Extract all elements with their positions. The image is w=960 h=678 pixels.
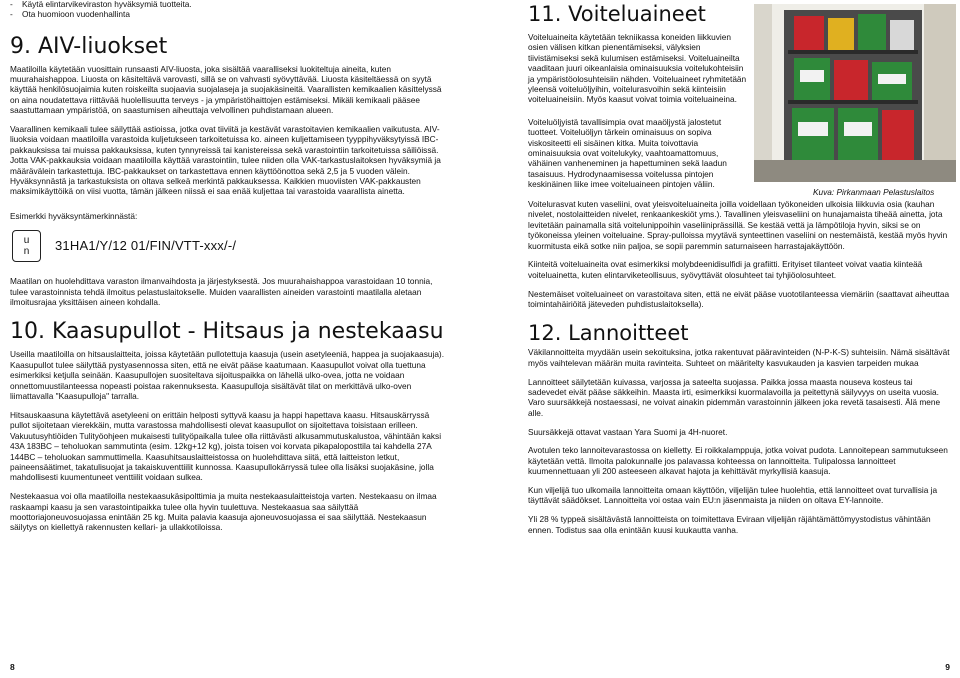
page-number: 8 [10,662,15,672]
section-9-paragraph: Vaarallinen kemikaali tulee säilyttää astioissa, jotka ovat tiiviitä ja kestävät varastoitavien kemikaalien vaikutusta. AIV-liuoksia voidaan maatiloilla varastoida kuljetukseen tarkoitetuissa ko. aineen kuljettamiseen tyyppihyväksytyissä IBC-pakkauksissa tai muissa pakkauksissa, kuten tynnyreissä tai kanistereissa sekä varastointiin tarkoitetuissa säiliöissä. Jotta VAK-pakkauksia voidaan maatiloilla käyttää varastointiin, tulee niiden olla VAK-tarkastuslaitoksen hyväksymiä ja määrävälein tarkastettuja. IBC-pakkaukset on tarkastettava ennen käyttöönottoa sekä 2,5 ja 5 vuoden välein. Hyväksynnästä ja tarkastuksista on oltava selkeä merkintä pakkauksessa. Kaikkien muoviisten VAK-pakkausten maksimikäyttöikä on viisi vuotta, tämän jälkeen niissä ei saa enää kuljettaa tai varastoida vaarallista ainetta. [10,124,441,197]
right-narrow-column [528,32,750,198]
approval-code: 31HA1/Y/12 01/FIN/VTT-xxx/-/ [55,238,237,254]
section-12-heading: 12. Lannoitteet [528,321,689,346]
section-11-paragraph: Voiteluaineita käytetään tekniikassa koneiden liikkuvien osien välisen kitkan pienentämiseksi, välyksien tiivistämiseksi sekä kulumisen estämiseksi. Voiteluaineilta vaaditaan juuri oikeanlaisia ominaisuuksia voitelukohteisiin ja ympäristöolosuhteisiin nähden. Voiteluaineet ryhmitetään yleensä voiteluöljyihin, voitelurasvoihin sekä kiinteisiin voiteluaineisiin. Myös kaasut voivat toimia voiteluaineina. [528,32,747,105]
right-wide-column [528,199,952,543]
bullet-item: - Ota huomioon vuodenhallinta [10,10,448,20]
left-page [0,0,460,678]
section-9-paragraph: Maatiloilla käytetään vuosittain runsaasti AIV-liuosta, joka sisältää vaaralliseksi luokiteltuja aineita, kuten muurahaishappoa. Liuosta on käsiteltävä varovasti, sillä se on vahvasti syövyttävää. Liuosta käsiteltäessä on syytä käyttää henkilösuojaimia kuten roiskeilta suojaavia suojalaseja ja suojakäsineitä. Vaarallisten kemikaalien käsittelyssä on aina noudatettava riittävää huolellisuutta terveys - ja ympäristöhaittojen estämiseksi. Mikäli kemikaali pääsee saastuttamaan ympäristöä, on saastumisen aiheuttaja velvollinen puhdistamaan alueen. [10,63,442,116]
lubricant-storage-photo [754,4,956,182]
section-12-paragraph: Lannoitteet säilytetään kuivassa, varjossa ja sateelta suojassa. Paikka jossa maasta nouseva kosteus tai sadevedet eivät pääse säkkeihin. Maasta irti, esimerkiksi kuormalavoilla ja peitettynä säilyvyys on useita vuosia. Varo suursäkkejä nostaessasi, ne voivat ainakin pidemmän varastoinnin jälkeen joka revetä tasaisesti. Älä mene alle. [528,376,941,418]
section-11-paragraph: Kiinteitä voiteluaineita ovat esimerkiksi molybdeenidisulfidi ja grafiitti. Erityiset tilanteet voivat vaatia kiinteää voiteluainetta, kuten elintarviketeollisuus, syövyttävät olosuhteet tai tyhjiöolosuhteet. [528,259,923,280]
section-10-paragraph: Useilla maatiloilla on hitsauslaitteita, joissa käytetään pullotettuja kaasuja (usein asetyleeniä, happea ja suojakaasuja). Kaasupullot tulee säilyttää pystyasennossa siten, että ne eivät pääse kaatumaan. Kaasupullot voivat olla tuettuna esimerkiksi ketjulla seinään. Kaasupullojen suositeltava sijoituspaikka on lähellä ulko-ovea, jotta ne voidaan onnettomuustilanteessa nopeasti poistaa rakennuksesta. Kaasupulloja sisältävät tilat on merkittävä ulko-oven liimattavalla "Kaasupulloja" tarralla. [10,349,445,402]
section-12-paragraph: Yli 28 % typpeä sisältävästä lannoitteista on toimitettava Eviraan viljelijän räjähtämättömyystodistus vähintään ennen. Todistus saa olla enintään kuusi kuukautta vanha. [528,514,931,535]
section-11-paragraph: Voiteluöljyistä tavallisimpia ovat maaöljystä jalostetut tuotteet. Voiteluöljyn tärkein ominaisuus on sopiva viskositeetti eli sisäinen kitka. Muita toivottavia ominaisuuksia ovat voitelukyky, vaahtoamattomuus, vähäinen vanheneminen ja hapettuminen sekä laadun tasaisuus. Hydrodynaamisessa voitelussa pintojen keskinäinen liike imee voiteluaineen pintojen väliin. [528,116,727,190]
un-symbol-top: u [23,235,30,247]
approval-marking [12,230,448,262]
un-symbol-bottom: n [23,246,30,258]
right-page [480,0,960,678]
section-11-heading: 11. Voiteluaineet [528,2,706,26]
section-12-paragraph: Avotulen teko lannoitevarastossa on kielletty. Ei roikkalamppuja, jotka voivat pudota. Lannoitepean sammutukseen käytetään vettä. Ilmoita palokunnalle jos palavassa kohteessa on lannoitteita. Tulipalossa lannoitteet kuumennettuaan yli 200 asteeseen alkavat hajota ja kehittävät myrkyllisiä kaasuja. [528,445,948,477]
section-9-heading: 9. AIV-liuokset [10,33,168,59]
bullet-item: - Käytä elintarvikeviraston hyväksymiä tuotteita. [10,0,448,10]
section-12-paragraph: Kun viljelijä tuo ulkomaila lannoitteita omaan käyttöön, viljelijän tulee huolehtia, että lannoitteet ovat turvallisia ja täyttävät säädökset. Lannoitteita voi ostaa vain EU:n jäsenmaista ja niiden on oltava EY-lannoite. [528,485,938,506]
photo-caption: Kuva: Pirkanmaan Pelastuslaitos [813,187,935,197]
left-column [10,0,448,541]
bullet-list [10,0,448,20]
un-packaging-symbol [12,230,41,262]
section-11-paragraph: Voitelurasvat kuten vaseliini, ovat yleisvoiteluaineita joilla voidellaan työkoneiden ulkoisia liikkuvia osia (kauhan nivelet, nostolaitteiden nivelet, renkaankeskiöt yms.). Tavallinen yleisvaseliini on hunajamaista tiheää ainetta, jota levitetään painamalla sitä voitelunippoihin vaseliiniprässillä. Se kestää vettä ja lämpötiloja hyvin, siksi se on työkoneissa yleinen voiteluaine. Spray-pulloissa myytävä synteettinen vaseliini on nestemäistä, kestää myös hyvin kuormitusta eikä sotke niin paljoa, se sopii paremmin saturnaiseen harrastajakäyttöön. [528,199,948,251]
section-12-paragraph: Suursäkkejä ottavat vastaan Yara Suomi ja 4H-nuoret. [528,426,728,437]
section-9-paragraph: Maatilan on huolehdittava varaston ilmanvaihdosta ja järjestyksestä. Jos muurahaishappoa varastoidaan 10 tonnia, tulee varastoinnista tehdä ilmoitus pelastuslaitokselle. Muiden vaarallisten aineiden varastointi maatilalla aletaan ilmoitusrajaa yksittäisen aineen kohdalla. [10,276,433,308]
section-10-heading: 10. Kaasupullot - Hitsaus ja nestekaasu [10,319,444,345]
page-number: 9 [945,662,950,672]
section-12-paragraph: Väkilannoitteita myydään usein sekoituksina, jotka rakentuvat pääravinteiden (N-P-K-S) suhteisiin. Nämä sisältävät myös vaihtelevan määrän muita ravinteita. Suhteet on määritelty kasvukauden ja kasvien tarpeiden mukaa [528,347,950,368]
section-10-paragraph: Nestekaasua voi olla maatiloilla nestekaasukäsipolttimia ja muita nestekaasulaitteistoja varten. Nestekaasu on ilmaa raskaampi kaasu ja sen varastointipaikka tulee olla hyvin tuulettuva. Nestekaasua saa säilyttää moottoriajoneuvosuojassa enintään 25 kg. Muita palavia kaasuja ajoneuvosuojassa ei saa säilyttää. Nestekaasun säilytys on kiellettyä rakennusten kellari- ja ullakkotiloissa. [10,491,437,533]
section-11-paragraph: Nestemäiset voiteluaineet on varastoitava siten, että ne eivät pääse vuototilanteessa viemäriin (saattavat aiheuttaa toimintahäiriöitä jäteveden puhdistuslaitoksella). [528,288,950,310]
storage-photo-illustration [754,4,956,182]
example-label: Esimerkki hyväksyntämerkinnästä: [10,210,138,221]
section-10-paragraph: Hitsauskaasuna käytettävä asetyleeni on erittäin helposti syttyvä kaasu ja happi hapettava kaasu. Hitsauskärryssä pullot sijoitetaan vierekkäin, mutta varastossa mahdollisesti olevat kaasupullot on sijoitettava toisistaan erilleen. Vakuutusyhtiöiden Tulityöohjeen mukaisesti tulityöpaikalla tulee olla riittävästi alkusammutuskalustoa, vähintään kaksi 43A 183BC – teholuokan sammutinta (esim. 12kg+12 kg), joista toisen voi korvata pikapaloposttila tai kahdella 27A 144BC – teholuokan sammuttimella. Kaasuhitsauslaitteistossa on huolehdittava siitä, että laitteiston letkut, paineensäätimet, takatulisuojat ja takaiskuventtiilit kunnossa. Kaasupullokärryssä tulee olla lisäksi suojakäsine, jolla mahdollisesti kuumentuneet venttiilit voidaan sulkea. [10,409,442,483]
